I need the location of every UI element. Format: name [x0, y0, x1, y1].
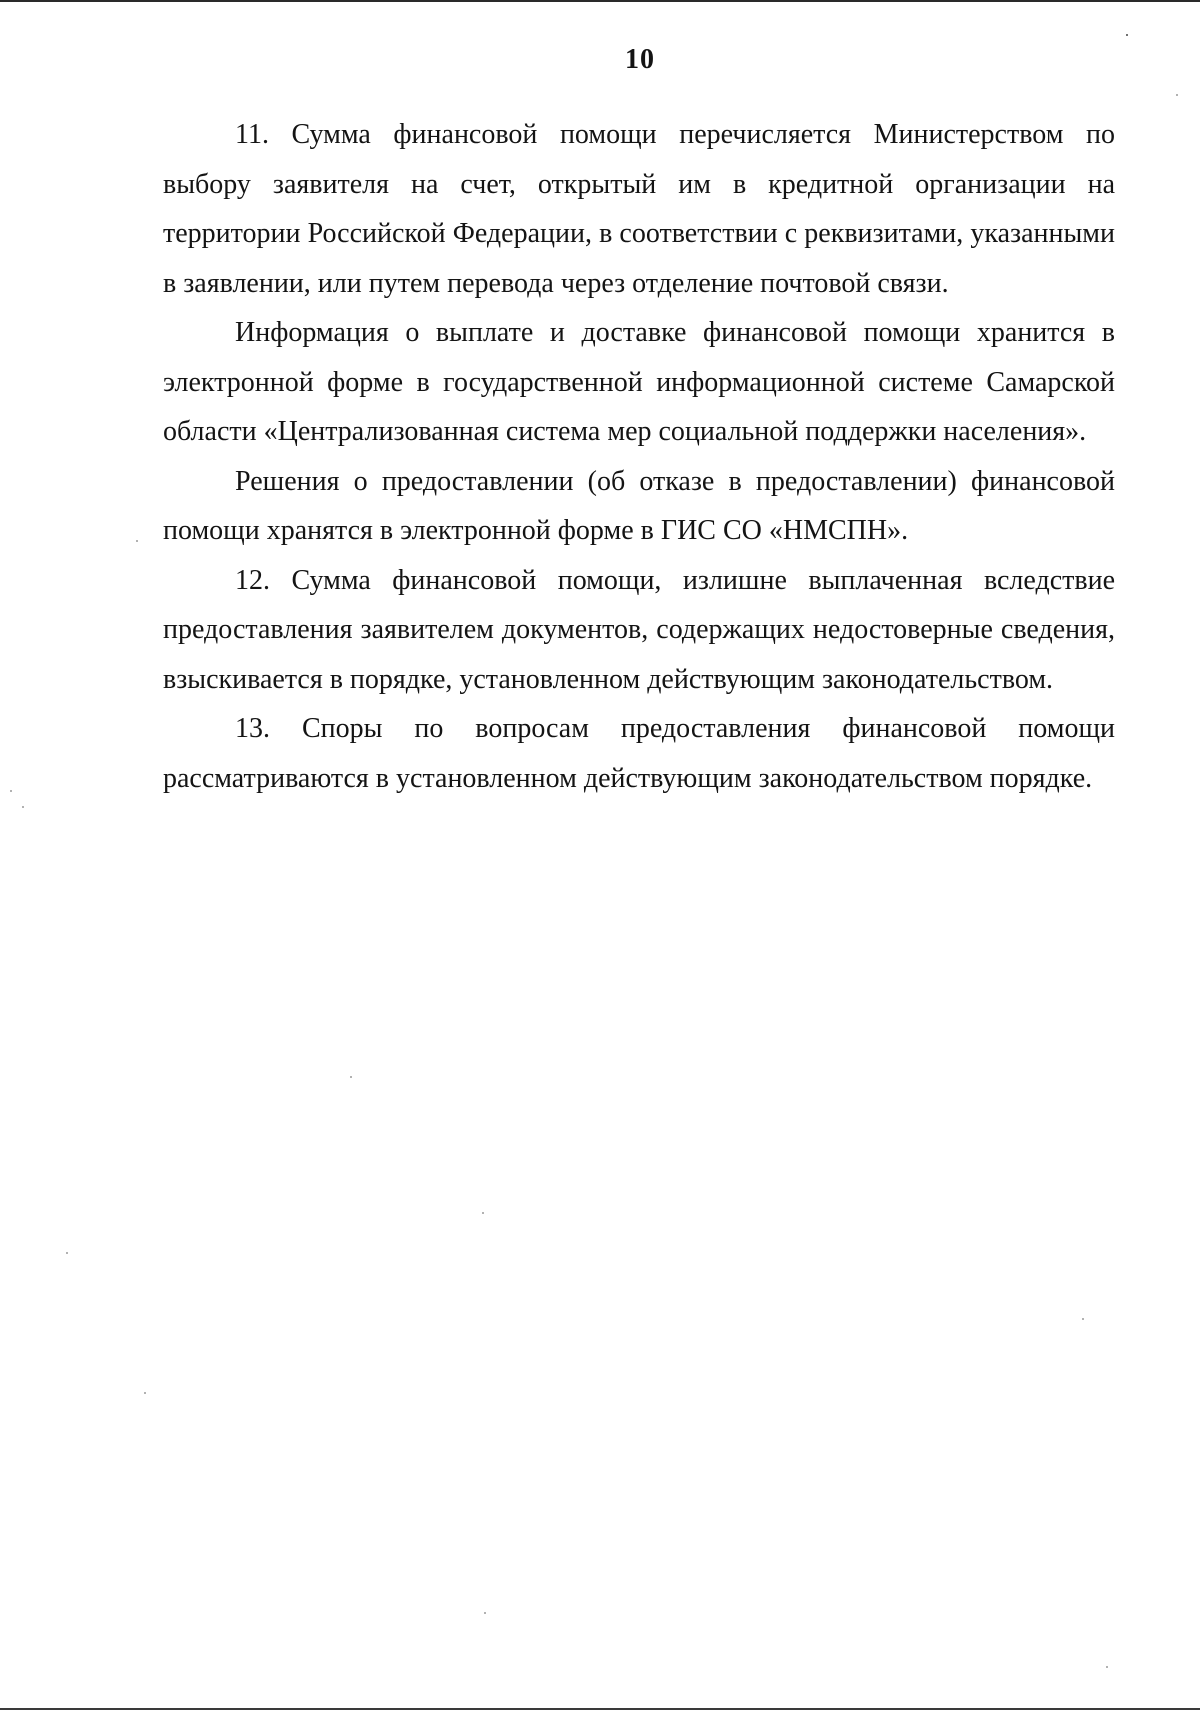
- page-number: 10: [625, 44, 655, 75]
- scan-speck: [10, 790, 12, 792]
- scan-speck: [1082, 1318, 1084, 1320]
- paragraph-11: 11. Сумма финансовой помощи перечисляется Министерством по выбору заявителя на счет, открытый им в кредитной организации на территории Российской Федерации, в соответствии с реквизитами, указанными в заявлении, или путем перевода через отделение почтовой связи.: [163, 119, 1115, 299]
- scan-edge-top: [0, 0, 1200, 2]
- document-body: [163, 110, 1115, 803]
- paragraph-decisions: Решения о предоставлении (об отказе в предоставлении) финансовой помощи хранятся в электронной форме в ГИС СО «НМСПН».: [163, 465, 1115, 546]
- scan-speck: [66, 1252, 68, 1254]
- scan-speck: [22, 806, 24, 808]
- scan-speck: [1106, 1666, 1108, 1668]
- scan-speck: [484, 1612, 486, 1614]
- paragraph-13: 13. Споры по вопросам предоставления финансовой помощи рассматриваются в установленном действующим законодательством порядке.: [163, 713, 1115, 794]
- paragraph-info-storage: Информация о выплате и доставке финансовой помощи хранится в электронной форме в государственной информационной системе Самарской области «Централизованная система мер социальной поддержки населения».: [163, 317, 1115, 447]
- scan-speck: [136, 540, 138, 542]
- scan-speck: [350, 1076, 352, 1078]
- scan-edge-bottom: [0, 1708, 1200, 1710]
- scan-speck: [482, 1212, 484, 1214]
- paragraph-12: 12. Сумма финансовой помощи, излишне выплаченная вследствие предоставления заявителем документов, содержащих недостоверные сведения, взыскивается в порядке, установленном действующим законодательством.: [163, 564, 1115, 695]
- scan-speck: [144, 1392, 146, 1394]
- scan-speck: [1126, 34, 1128, 36]
- scan-speck: [1176, 94, 1178, 96]
